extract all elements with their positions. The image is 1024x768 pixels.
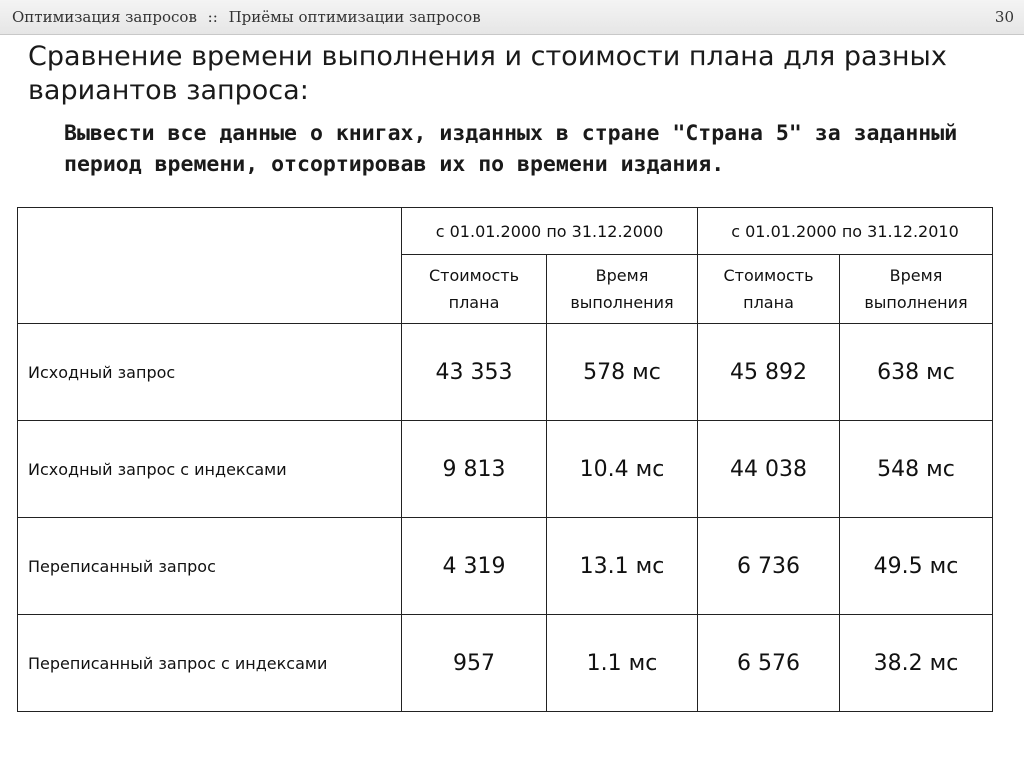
table-cell: 578 мс bbox=[547, 324, 698, 421]
table-cell: 1.1 мс bbox=[547, 615, 698, 712]
table-cell: 4 319 bbox=[402, 518, 547, 615]
table-cell: 6 576 bbox=[698, 615, 840, 712]
table-cell: 38.2 мс bbox=[840, 615, 993, 712]
period-header: с 01.01.2000 по 31.12.2010 bbox=[698, 208, 993, 255]
table-cell: 638 мс bbox=[840, 324, 993, 421]
column-header: Время выполнения bbox=[840, 255, 993, 324]
results-table bbox=[17, 207, 993, 712]
table-cell: 957 bbox=[402, 615, 547, 712]
section-title: Приёмы оптимизации запросов bbox=[228, 8, 481, 26]
table-header-row bbox=[18, 208, 993, 255]
presentation-title: Оптимизация запросов bbox=[12, 8, 197, 26]
table-cell: 9 813 bbox=[402, 421, 547, 518]
period-header: с 01.01.2000 по 31.12.2000 bbox=[402, 208, 698, 255]
table-cell: 49.5 мс bbox=[840, 518, 993, 615]
table-cell: 43 353 bbox=[402, 324, 547, 421]
breadcrumb-separator: :: bbox=[207, 8, 218, 26]
table-row bbox=[18, 324, 993, 421]
table-cell: 44 038 bbox=[698, 421, 840, 518]
header-bar bbox=[0, 0, 1024, 35]
slide-title: Сравнение времени выполнения и стоимости плана для разных вариантов запроса: bbox=[28, 41, 947, 106]
page-number: 30 bbox=[994, 8, 1014, 26]
table-row bbox=[18, 421, 993, 518]
task-description: Вывести все данные о книгах, изданных в стране "Страна 5" за заданный период времени, отсортировав их по времени издания. bbox=[64, 121, 958, 177]
breadcrumb bbox=[12, 8, 481, 26]
table-cell: 45 892 bbox=[698, 324, 840, 421]
column-header: Время выполнения bbox=[547, 255, 698, 324]
table-cell: 10.4 мс bbox=[547, 421, 698, 518]
row-label: Исходный запрос с индексами bbox=[18, 421, 402, 518]
row-label: Исходный запрос bbox=[18, 324, 402, 421]
row-label: Переписанный запрос с индексами bbox=[18, 615, 402, 712]
row-label: Переписанный запрос bbox=[18, 518, 402, 615]
table-cell: 6 736 bbox=[698, 518, 840, 615]
column-header: Стоимость плана bbox=[698, 255, 840, 324]
table-row bbox=[18, 615, 993, 712]
table-row bbox=[18, 518, 993, 615]
table-cell: 548 мс bbox=[840, 421, 993, 518]
column-header: Стоимость плана bbox=[402, 255, 547, 324]
corner-cell bbox=[18, 208, 402, 324]
table-cell: 13.1 мс bbox=[547, 518, 698, 615]
